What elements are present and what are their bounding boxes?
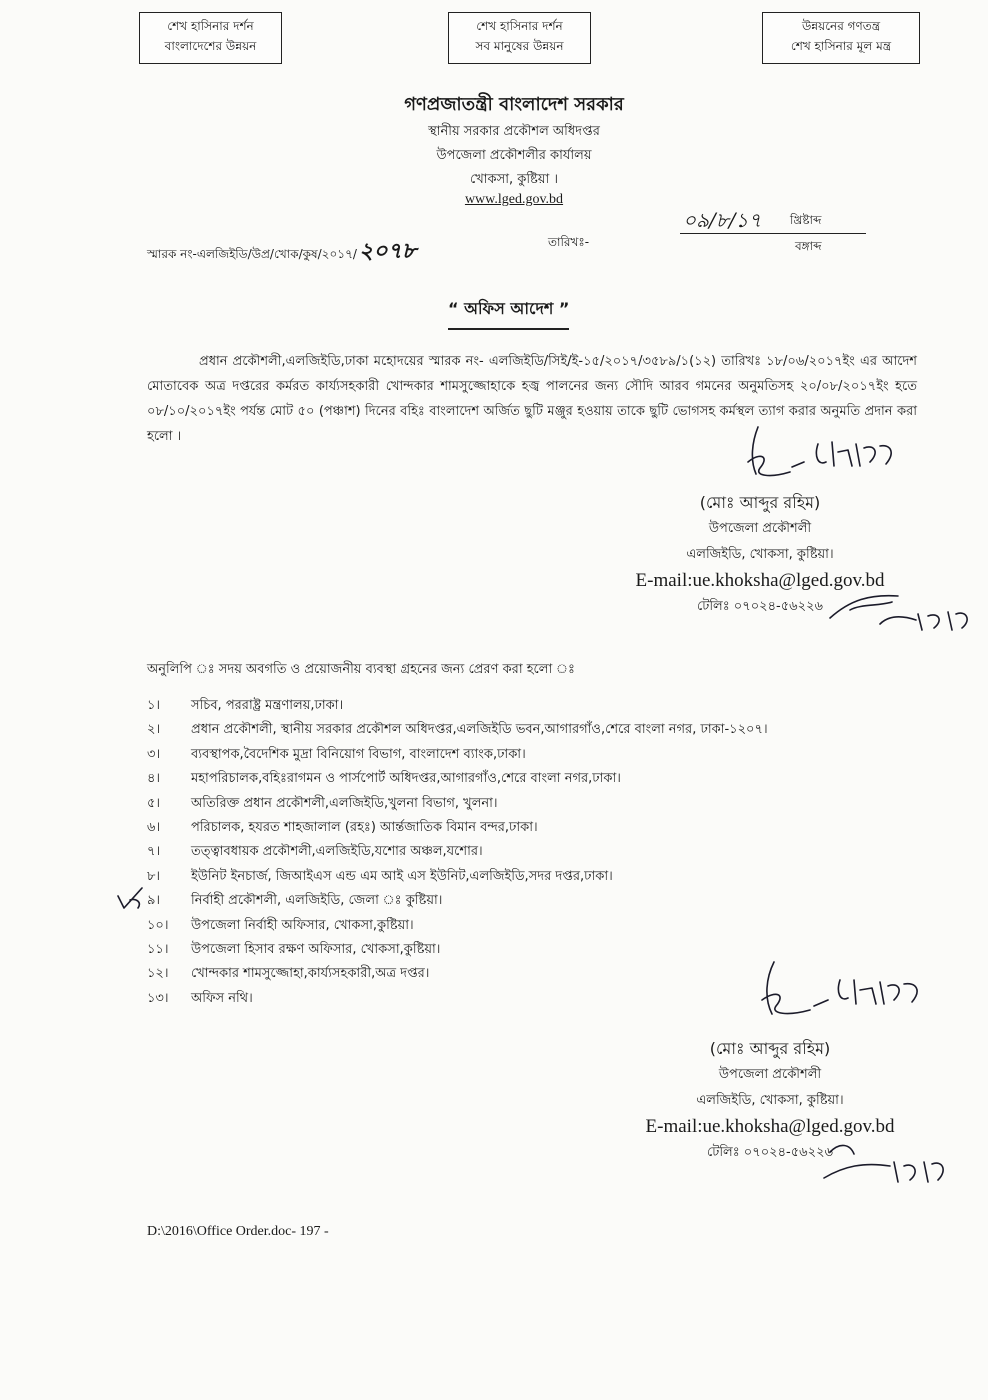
initial-mark	[810, 1132, 960, 1202]
signatory-email[interactable]: E-mail:ue.khoksha@lged.gov.bd	[635, 570, 885, 591]
signatory-office: এলজিইডি, খোকসা, কুষ্টিয়া।	[686, 547, 834, 562]
signatory-phone: টেলিঃ ০৭০২৪-৫৬২২৬	[706, 1145, 833, 1160]
memo-reference	[147, 234, 416, 271]
date-divider	[680, 233, 866, 234]
department-name: স্থানীয় সরকার প্রকৌশল অধিদপ্তর	[428, 124, 600, 139]
list-item: ৬। পরিচালক, হযরত শাহজালাল (রহঃ) আর্ন্তজাতিক বিমান বন্দর,ঢাকা।	[147, 820, 538, 836]
memo-prefix: স্মারক নং-এলজিইডি/উপ্র/খোক/কুষ/২০১৭/	[147, 247, 357, 261]
list-item: ১০। উপজেলা নির্বাহী অফিসার, খোকসা,কুষ্টিয়া।	[147, 917, 414, 933]
signature-mark	[730, 422, 920, 492]
website-link[interactable]: www.lged.gov.bd	[464, 192, 564, 207]
distribution-intro: অনুলিপি ঃ সদয় অবগতি ও প্রয়োজনীয় ব্যবস্থা গ্রহনের জন্য প্রেরণ করা হলো ঃ	[147, 662, 575, 677]
slogan-line: সব মানুষের উন্নয়ন	[475, 39, 564, 53]
list-item: ১২। খোন্দকার শামসুজ্জোহা,কার্য্যসহকারী,অত্র দপ্তর।	[147, 966, 430, 982]
signatory-designation: উপজেলা প্রকৌশলী	[708, 521, 812, 536]
slogan-line: শেখ হাসিনার দর্শন	[476, 19, 563, 33]
list-item: ৫। অতিরিক্ত প্রধান প্রকৌশলী,এলজিইডি,খুলনা বিভাগ, খুলনা।	[147, 795, 498, 811]
era-gregorian: খ্রিষ্টাব্দ	[790, 213, 822, 227]
list-item: ৭। তত্ত্বাবধায়ক প্রকৌশলী,এলজিইডি,যশোর অঞ্চল,যশোর।	[147, 844, 483, 860]
list-item: ৩। ব্যবস্থাপক,বৈদেশিক মুদ্রা বিনিয়োগ বিভাগ, বাংলাদেশ ব্যাংক,ঢাকা।	[147, 746, 526, 762]
list-item: ১। সচিব, পররাষ্ট্র মন্ত্রণালয়,ঢাকা।	[147, 698, 344, 713]
order-title: “ অফিস আদেশ ”	[448, 296, 569, 330]
government-title: গণপ্রজাতন্ত্রী বাংলাদেশ সরকার	[404, 94, 624, 115]
file-path-footer: D:\2016\Office Order.doc- 197 -	[147, 1224, 329, 1239]
era-bengali: বঙ্গাব্দ	[795, 239, 822, 253]
signatory-name: (মোঃ আব্দুর রহিম)	[709, 1039, 831, 1058]
list-item: ১১। উপজেলা হিসাব রক্ষণ অফিসার, খোকসা,কুষ্টিয়া।	[147, 942, 441, 958]
signatory-name: (মোঃ আব্দুর রহিম)	[699, 493, 821, 512]
handwritten-tick-mark	[112, 884, 156, 912]
list-item: ৪। মহাপরিচালক,বহিঃরাগমন ও পার্সপোর্ট অধিদপ্তর,আগারগাঁও,শেরে বাংলা নগর,ঢাকা।	[147, 771, 621, 787]
office-name: উপজেলা প্রকৌশলীর কার্যালয়	[436, 148, 592, 163]
slogan-box-right	[762, 12, 920, 64]
signatory-email[interactable]: E-mail:ue.khoksha@lged.gov.bd	[645, 1116, 895, 1137]
list-item: ৮। ইউনিট ইনচার্জ, জিআইএস এন্ড এম আই এস ইউনিট,এলজিইডি,সদর দপ্তর,ঢাকা।	[147, 868, 613, 884]
memo-number-handwritten: ২০৭৮	[358, 238, 417, 264]
slogan-line: শেখ হাসিনার মূল মন্ত্র	[790, 39, 892, 53]
initial-mark	[820, 580, 980, 650]
slogan-box-left	[139, 12, 282, 64]
order-body: প্রধান প্রকৌশলী,এলজিইডি,ঢাকা মহোদয়ের স্মারক নং- এলজিইডি/সিই/ই-১৫/২০১৭/৩৫৮৯/১(১২) তারিখঃ ১৮/০৬/২০১৭ইং এর আদেশ মোতাবেক অত্র দপ্তরের কর্মরত কার্য্যসহকারী খোন্দকার শামসুজ্জোহাকে হজ্ব পালনের জন্য সৌদি আরব গমনের অনুমতিসহ ২০/০৮/২০১৭ইং হতে ০৮/১০/২০১৭ইং পর্যন্ত মোট ৫০ (পঞ্চাশ) দিনের বহিঃ বাংলাদেশ অর্জিত ছুটি মঞ্জুর হওয়ায় তাকে ছুটি ভোগসহ কর্মস্থল ত্যাগ করার অনুমতি প্রদান করা হলো ।	[147, 354, 917, 444]
signature-mark	[740, 958, 940, 1030]
list-item: ১৩। অফিস নথি।	[147, 990, 253, 1006]
slogan-box-center	[448, 12, 591, 64]
list-item: ২। প্রধান প্রকৌশলী, স্থানীয় সরকার প্রকৌশল অধিদপ্তর,এলজিইডি ভবন,আগারগাঁও,শেরে বাংলা নগর, ঢাকা-১২০৭।	[147, 722, 768, 738]
list-item: ৯। নির্বাহী প্রকৌশলী, এলজিইডি, জেলা ঃ কুষ্টিয়া।	[147, 893, 443, 909]
slogan-line: উন্নয়নের গণতন্ত্র	[801, 19, 881, 33]
signatory-office: এলজিইডি, খোকসা, কুষ্টিয়া।	[696, 1093, 844, 1108]
date-label: তারিখঃ-	[548, 235, 590, 249]
signatory-phone: টেলিঃ ০৭০২৪-৫৬২২৬	[696, 599, 823, 614]
office-location: খোকসা, কুষ্টিয়া ।	[469, 172, 559, 187]
signatory-designation: উপজেলা প্রকৌশলী	[718, 1067, 822, 1082]
slogan-line: শেখ হাসিনার দর্শন	[167, 19, 254, 33]
date-handwritten: ০৯/৮/১৭	[683, 208, 762, 232]
slogan-line: বাংলাদেশের উন্নয়ন	[164, 39, 257, 53]
